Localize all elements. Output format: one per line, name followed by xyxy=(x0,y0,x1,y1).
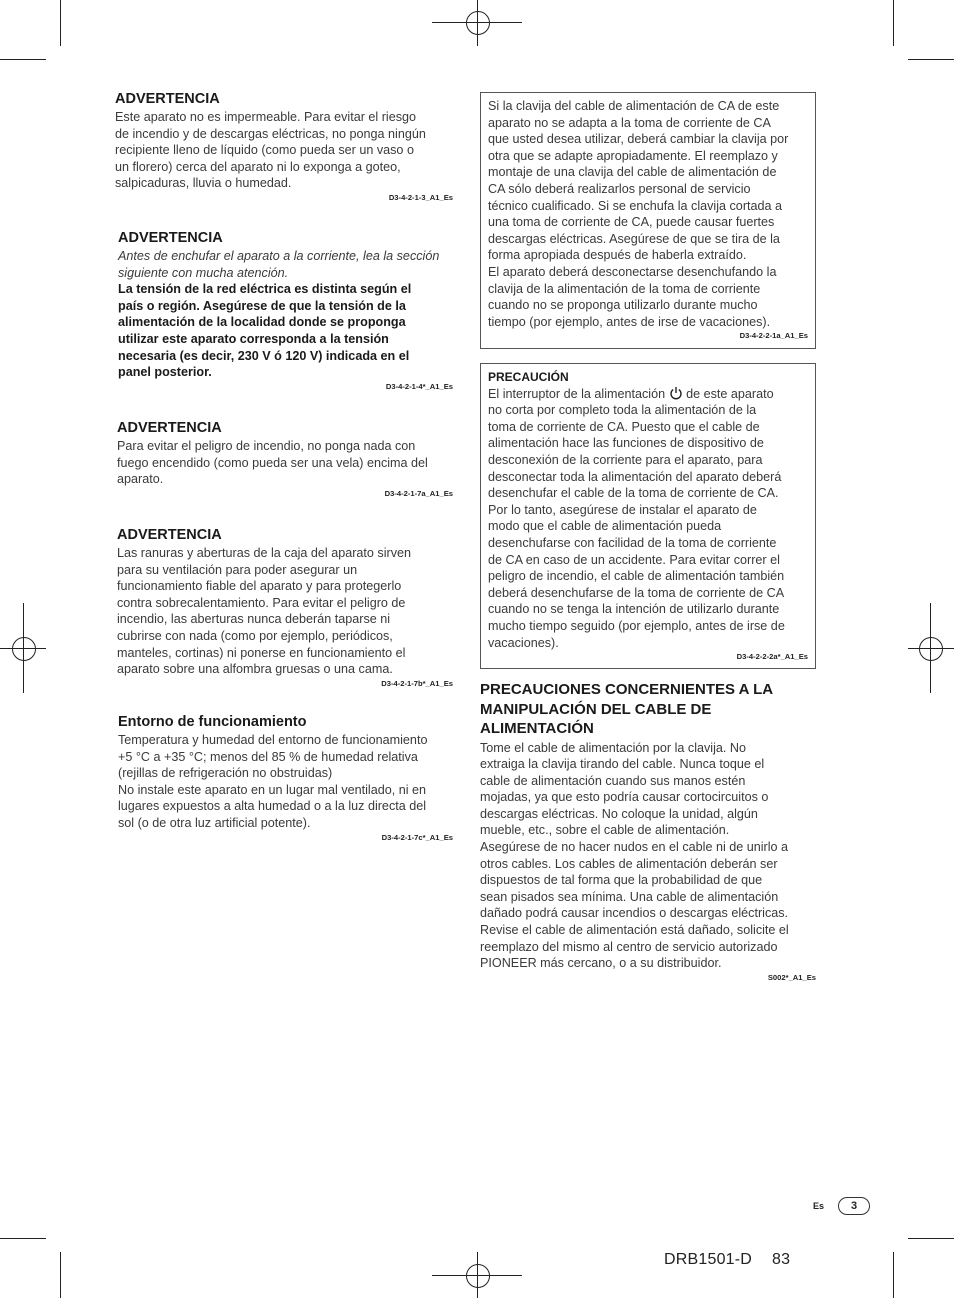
plug-replacement-box xyxy=(480,92,816,349)
body-line: otros cables. Los cables de alimentación deberán ser xyxy=(480,856,778,871)
box-body xyxy=(488,98,808,330)
body-line: técnico cualificado. Si se enchufa la clavija cortada a xyxy=(488,198,783,213)
section-body xyxy=(115,109,453,192)
body-line: CA sólo deberá realizarlos personal de servicio xyxy=(488,181,751,196)
body-line: Si la clavija del cable de alimentación de CA de este xyxy=(488,99,780,113)
body-line: reemplazo del mismo al centro de servicio autorizado xyxy=(480,939,778,954)
body-line: aparato. xyxy=(117,472,164,487)
body-line: otra que se adapte apropiadamente. El reemplazo y xyxy=(488,148,778,163)
body-line: incendio, las aberturas nunca deberán taparse ni xyxy=(117,612,391,627)
section-heading: ADVERTENCIA xyxy=(117,527,222,543)
body-line: (rejillas de refrigeración no obstruidas) xyxy=(118,766,333,781)
section-body xyxy=(480,740,816,972)
body-line: cable de alimentación cuando sus manos estén xyxy=(480,773,746,788)
reference-code: D3-4-2-1-7a_A1_Es xyxy=(384,488,453,498)
print-page-number: 83 xyxy=(772,1251,791,1268)
body-line: +5 °C a +35 °C; menos del 85 % de humedad relativa xyxy=(118,749,418,764)
body-line: contra sobrecalentamiento. Para evitar el peligro de xyxy=(117,595,406,610)
section-heading xyxy=(480,680,816,739)
body-line: Temperatura y humedad del entorno de funcionamiento xyxy=(118,733,428,747)
body-line: de CA en caso de un accidente. Para evitar correr el xyxy=(488,552,780,567)
body-line: aparato sobre una alfombra gruesas o una cama. xyxy=(117,662,393,677)
language-label: Es xyxy=(813,1201,825,1211)
body-text: de este aparato xyxy=(686,386,774,401)
body-line: fuego encendido (como pueda ser una vela) encima del xyxy=(117,455,428,470)
body-line: Para evitar el peligro de incendio, no ponga nada con xyxy=(117,439,416,453)
body-text: El interruptor de la alimentación xyxy=(488,386,666,401)
reference-code: D3-4-2-2-2a*_A1_Es xyxy=(736,652,808,662)
body-line: funcionamiento fiable del aparato y para protegerlo xyxy=(117,579,402,594)
body-line: toma de corriente de CA. Puesto que el cable de xyxy=(488,419,760,434)
body-line: lugares expuestos a alta humedad o a la luz directa del xyxy=(118,799,427,814)
warning-section-1 xyxy=(115,91,453,203)
body-line: La tensión de la red eléctrica es distinta según el xyxy=(118,282,412,297)
body-line: descargas eléctricas. Asegúrese de que se tira de la xyxy=(488,231,780,246)
document-code: DRB1501-D xyxy=(664,1251,753,1268)
section-body xyxy=(118,732,453,832)
body-line: manteles, cortinas) ni ponerse en funcionamiento el xyxy=(117,645,406,660)
heading-line: ALIMENTACIÓN xyxy=(480,720,594,737)
page-number: 3 xyxy=(838,1197,870,1215)
warning-section-4 xyxy=(117,527,453,689)
body-line: un florero) cerca del aparato ni lo exponga a goteo, xyxy=(115,159,401,174)
body-line: utilizar este aparato corresponda a la tensión xyxy=(118,331,389,346)
section-heading: Entorno de funcionamiento xyxy=(118,714,307,730)
body-line: desconexión de la corriente para el aparato, para xyxy=(488,452,763,467)
body-line: No instale este aparato en un lugar mal ventilado, ni en xyxy=(118,782,427,797)
body-line: vacaciones). xyxy=(488,635,559,650)
body-line: cuando no se proponga utilizarlo durante mucho xyxy=(488,298,758,313)
body-line: aparato no se adapta a la toma de corriente de CA xyxy=(488,115,771,130)
body-line: país o región. Asegúrese de que la tensión de la xyxy=(118,298,406,313)
body-line: necesaria (es decir, 230 V ó 120 V) indicada en el xyxy=(118,348,410,363)
body-line: modo que el cable de alimentación pueda xyxy=(488,519,722,534)
body-line: dispuestos de tal forma que la probabilidad de que xyxy=(480,873,763,888)
caution-box xyxy=(480,363,816,669)
body-line: Tome el cable de alimentación por la clavija. No xyxy=(480,740,747,755)
box-body xyxy=(488,386,808,652)
reference-code: D3-4-2-1-3_A1_Es xyxy=(388,192,453,202)
warning-section-3 xyxy=(117,420,453,499)
section-heading: ADVERTENCIA xyxy=(115,91,220,107)
box-title: PRECAUCIÓN xyxy=(488,370,569,384)
power-icon xyxy=(669,386,683,400)
body-line: de incendio y de descargas eléctricas, no ponga ningún xyxy=(115,126,426,141)
warning-section-2 xyxy=(118,230,453,392)
body-line: desenchufar el cable de la toma de corriente de CA. xyxy=(488,486,779,501)
body-line: recipiente lleno de líquido (como pueda ser un vaso o xyxy=(115,143,414,158)
body-line: sean pisados sea mínima. Una cable de alimentación xyxy=(480,889,779,904)
section-heading: ADVERTENCIA xyxy=(117,420,222,436)
reference-code: D3-4-2-1-4*_A1_Es xyxy=(385,381,453,391)
body-line: cubrirse con nada (como por ejemplo, periódicos, xyxy=(117,628,393,643)
body-line: Asegúrese de no hacer nudos en el cable ni de unirlo a xyxy=(480,840,789,855)
body-line: peligro de incendio, el cable de alimentación también xyxy=(488,569,785,584)
body-line: clavija de la alimentación de la toma de corriente xyxy=(488,281,761,296)
reference-code: S002*_A1_Es xyxy=(767,972,816,982)
body-line: mucho tiempo seguido (por ejemplo, antes de irse de xyxy=(488,618,785,633)
section-intro xyxy=(118,248,453,281)
environment-section xyxy=(118,714,453,843)
body-line: mueble, etc., sobre el cable de alimentación. xyxy=(480,823,730,838)
body-line: siguiente con mucha atención. xyxy=(118,265,289,280)
power-cord-handling-section xyxy=(480,680,816,983)
body-line: descargas eléctricas. No coloque la unidad, algún xyxy=(480,806,758,821)
body-line: deberá desenchufarse de la toma de corriente de CA xyxy=(488,585,785,600)
body-line-with-icon xyxy=(488,386,808,403)
heading-line: PRECAUCIONES CONCERNIENTES A LA xyxy=(480,681,774,698)
body-line: desconectar toda la alimentación del aparato deberá xyxy=(488,469,782,484)
body-line: Antes de enchufar el aparato a la corriente, lea la sección xyxy=(118,249,440,263)
body-line: El aparato deberá desconectarse desenchufando la xyxy=(488,264,777,279)
body-line: dañado podrá causar incendios o descargas eléctricas. xyxy=(480,906,789,921)
section-body-bold xyxy=(118,281,453,381)
body-line: salpicaduras, lluvia o humedad. xyxy=(115,176,292,191)
body-line: tiempo (por ejemplo, antes de irse de vacaciones). xyxy=(488,314,771,329)
body-line: Por lo tanto, asegúrese de instalar el aparato de xyxy=(488,502,757,517)
body-line: alimentación hace las funciones de dispositivo de xyxy=(488,436,764,451)
body-line: Revise el cable de alimentación está dañado, solicite el xyxy=(480,923,789,938)
body-line: extraiga la clavija tirando del cable. Nunca toque el xyxy=(480,757,765,772)
body-line: PIONEER más cercano, o a su distribuidor. xyxy=(480,956,722,971)
body-line: desenchufarse con facilidad de la toma de corriente xyxy=(488,535,777,550)
reference-code: D3-4-2-2-1a_A1_Es xyxy=(739,331,808,341)
section-heading: ADVERTENCIA xyxy=(118,230,223,246)
body-line: alimentación de la localidad donde se proponga xyxy=(118,315,406,330)
section-body xyxy=(117,438,453,488)
body-line: montaje de una clavija del cable de alimentación de xyxy=(488,165,777,180)
body-line: no corta por completo toda la alimentación de la xyxy=(488,403,757,418)
heading-line: MANIPULACIÓN DEL CABLE DE xyxy=(480,700,712,718)
section-body xyxy=(117,545,453,678)
body-line: mojadas, ya que esto podría causar cortocircuitos o xyxy=(480,790,769,805)
reference-code: D3-4-2-1-7b*_A1_Es xyxy=(381,678,453,688)
body-line: forma apropiada después de haberla extraído. xyxy=(488,248,747,263)
body-line: Las ranuras y aberturas de la caja del aparato sirven xyxy=(117,546,412,560)
body-line: para su ventilación para poder asegurar un xyxy=(117,562,358,577)
body-line: que usted desea utilizar, deberá cambiar la clavija por xyxy=(488,132,789,147)
body-line: cuando no se tenga la intención de utilizarlo durante xyxy=(488,602,780,617)
body-line: Este aparato no es impermeable. Para evitar el riesgo xyxy=(115,110,417,124)
body-line: panel posterior. xyxy=(118,365,212,380)
body-line: una toma de corriente de CA, puede causar fuertes xyxy=(488,215,775,230)
reference-code: D3-4-2-1-7c*_A1_Es xyxy=(381,832,453,842)
body-line: sol (o de otra luz artificial potente). xyxy=(118,815,311,830)
